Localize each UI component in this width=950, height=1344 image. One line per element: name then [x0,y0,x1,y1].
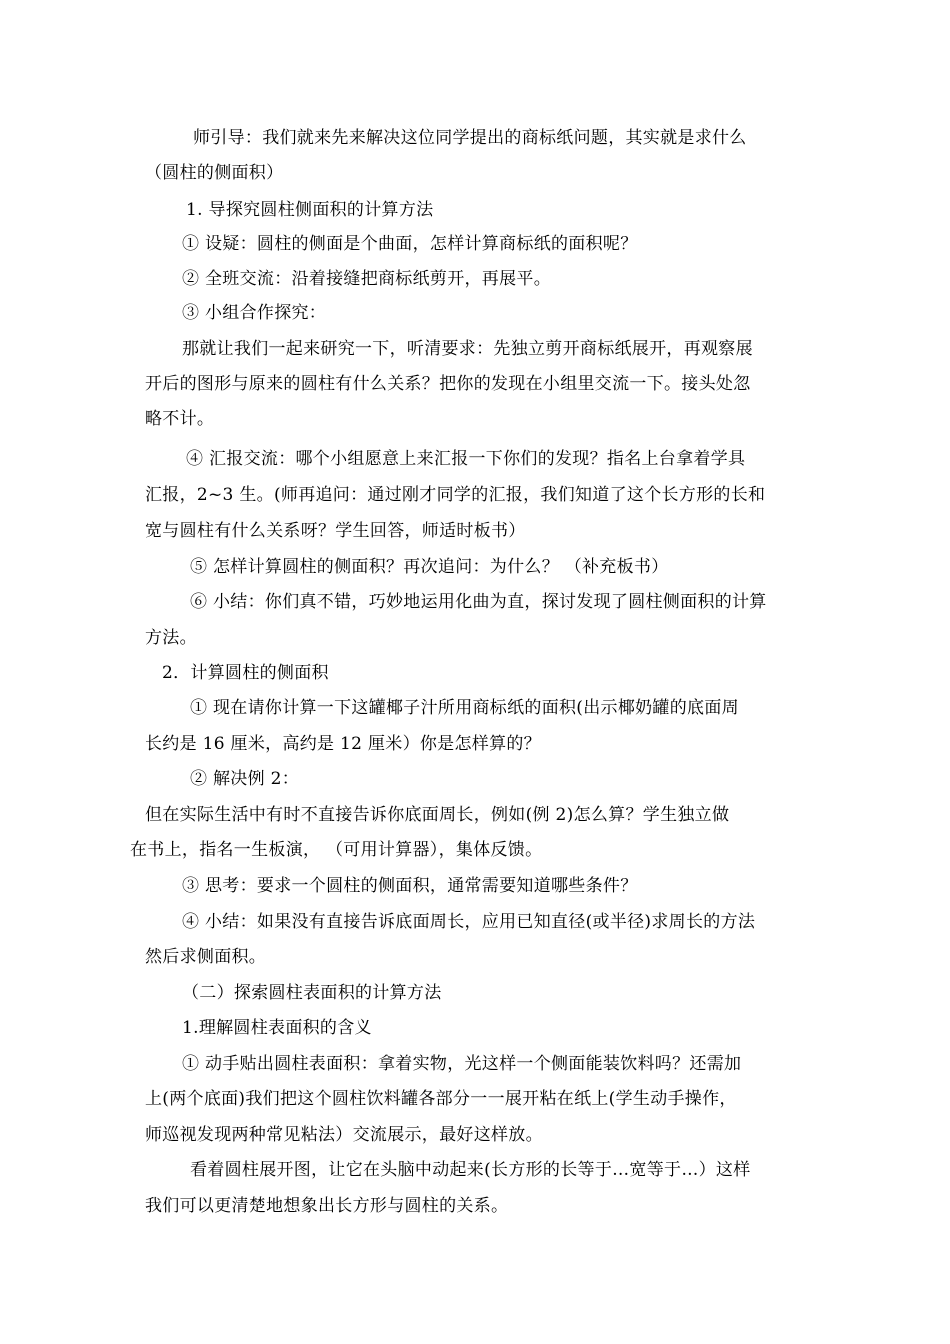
paragraph-line: 看着圆柱展开图，让它在头脑中动起来(长方形的长等于…宽等于…）这样 [190,1160,751,1180]
paragraph-line: ④ 小结：如果没有直接告诉底面周长，应用已知直径(或半径)求周长的方法 [182,912,756,932]
paragraph-line: ② 解决例 2： [190,769,300,789]
paragraph-line: 方法。 [145,628,197,648]
paragraph-line: ⑤ 怎样计算圆柱的侧面积？再次追问：为什么？ （补充板书） [190,557,669,577]
section-heading: 2．计算圆柱的侧面积 [162,663,329,683]
paragraph-line: ② 全班交流：沿着接缝把商标纸剪开，再展平。 [182,269,552,289]
paragraph-line: 开后的图形与原来的圆柱有什么关系？把你的发现在小组里交流一下。接头处忽 [145,374,751,394]
paragraph-line: ⑥ 小结：你们真不错，巧妙地运用化曲为直，探讨发现了圆柱侧面积的计算 [190,592,767,612]
paragraph-line: 在书上，指名一生板演， （可用计算器），集体反馈。 [130,840,543,860]
paragraph-line: 长约是 16 厘米，高约是 12 厘米）你是怎样算的？ [145,734,541,754]
paragraph-line: 然后求侧面积。 [145,947,267,967]
paragraph-line: 师巡视发现两种常见粘法）交流展示，最好这样放。 [145,1125,543,1145]
paragraph-line: ① 动手贴出圆柱表面积：拿着实物，光这样一个侧面能装饮料吗？还需加 [182,1054,742,1074]
paragraph-line: ① 现在请你计算一下这罐椰子汁所用商标纸的面积(出示椰奶罐的底面周 [190,698,739,718]
paragraph-line: 但在实际生活中有时不直接告诉你底面周长，例如(例 2)怎么算？学生独立做 [145,805,730,825]
paragraph-line: ③ 小组合作探究： [182,303,327,323]
paragraph-line: 宽与圆柱有什么关系呀？学生回答，师适时板书） [145,521,526,541]
paragraph-line: 师引导：我们就来先来解决这位同学提出的商标纸问题，其实就是求什么 [193,128,747,148]
paragraph-line: 那就让我们一起来研究一下，听清要求：先独立剪开商标纸展开，再观察展 [182,339,753,359]
paragraph-line: 汇报，2~3 生。(师再追问：通过刚才同学的汇报，我们知道了这个长方形的长和 [145,485,766,505]
section-heading: 1.理解圆柱表面积的含义 [182,1018,372,1038]
paragraph-line: ④ 汇报交流：哪个小组愿意上来汇报一下你们的发现？指名上台拿着学具 [186,449,746,469]
paragraph-line: 上(两个底面)我们把这个圆柱饮料罐各部分一一展开粘在纸上(学生动手操作， [145,1089,737,1109]
paragraph-line: 略不计。 [145,409,215,429]
paragraph-line: 我们可以更清楚地想象出长方形与圆柱的关系。 [145,1196,509,1216]
section-heading: 1. 导探究圆柱侧面积的计算方法 [186,200,434,220]
paragraph-line: ① 设疑：圆柱的侧面是个曲面，怎样计算商标纸的面积呢？ [182,234,638,254]
section-heading: （二）探索圆柱表面积的计算方法 [182,983,442,1003]
paragraph-line: （圆柱的侧面积） [145,163,284,183]
paragraph-line: ③ 思考：要求一个圆柱的侧面积，通常需要知道哪些条件？ [182,876,638,896]
